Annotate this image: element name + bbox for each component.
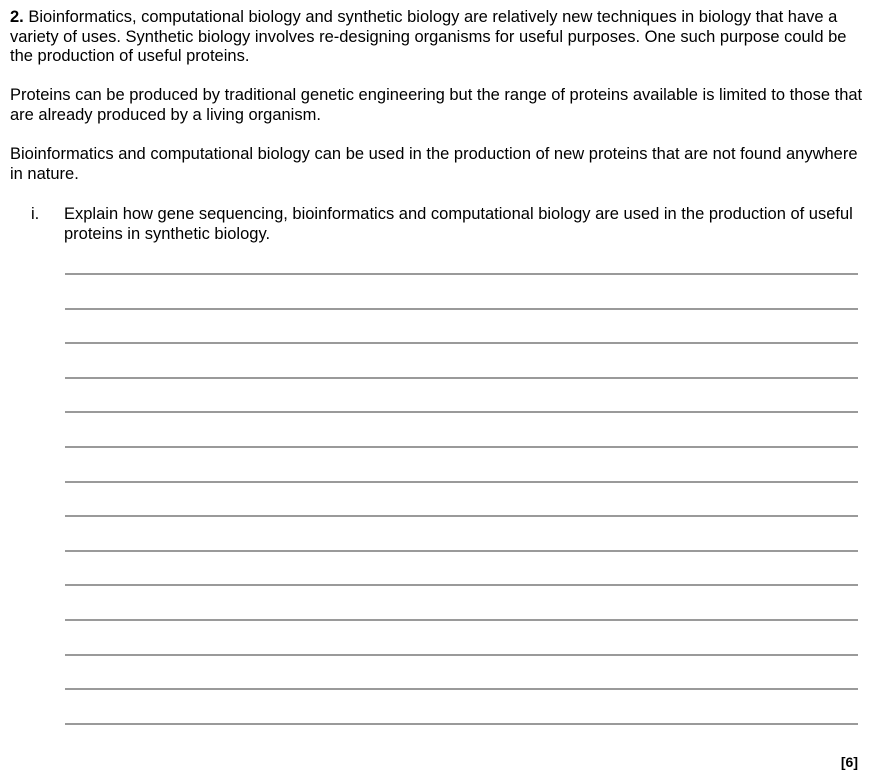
question-number: 2. [10,8,24,26]
answer-line[interactable] [65,688,858,690]
answer-line[interactable] [65,515,858,517]
answer-line[interactable] [65,481,858,483]
question-paragraph-2: Proteins can be produced by traditional genetic engineering but the range of proteins available is limited to those that are already produced by a living organism. [10,86,863,124]
question-intro-paragraph [10,8,870,67]
answer-line[interactable] [65,584,858,586]
answer-line[interactable] [65,342,858,344]
answer-lines [65,273,858,757]
subquestion-label: i. [31,205,40,223]
question-paragraph-3: Bioinformatics and computational biology can be used in the production of new proteins that are not found anywhere in nature. [10,145,858,183]
answer-line[interactable] [65,550,858,552]
answer-line[interactable] [65,446,858,448]
answer-line[interactable] [65,308,858,310]
answer-line[interactable] [65,619,858,621]
answer-line[interactable] [65,273,858,275]
answer-line[interactable] [65,723,858,725]
subquestion-text: Explain how gene sequencing, bioinformatics and computational biology are used in the production of useful proteins in synthetic biology. [64,205,853,243]
answer-line[interactable] [65,377,858,379]
question-intro-text: Bioinformatics, computational biology and synthetic biology are relatively new techniques in biology that have a variety of uses. Synthetic biology involves re-designing organisms for useful purposes. One such purpose could be the production of useful proteins. [10,8,847,65]
answer-line[interactable] [65,654,858,656]
marks-label: [6] [840,754,858,770]
answer-line[interactable] [65,411,858,413]
